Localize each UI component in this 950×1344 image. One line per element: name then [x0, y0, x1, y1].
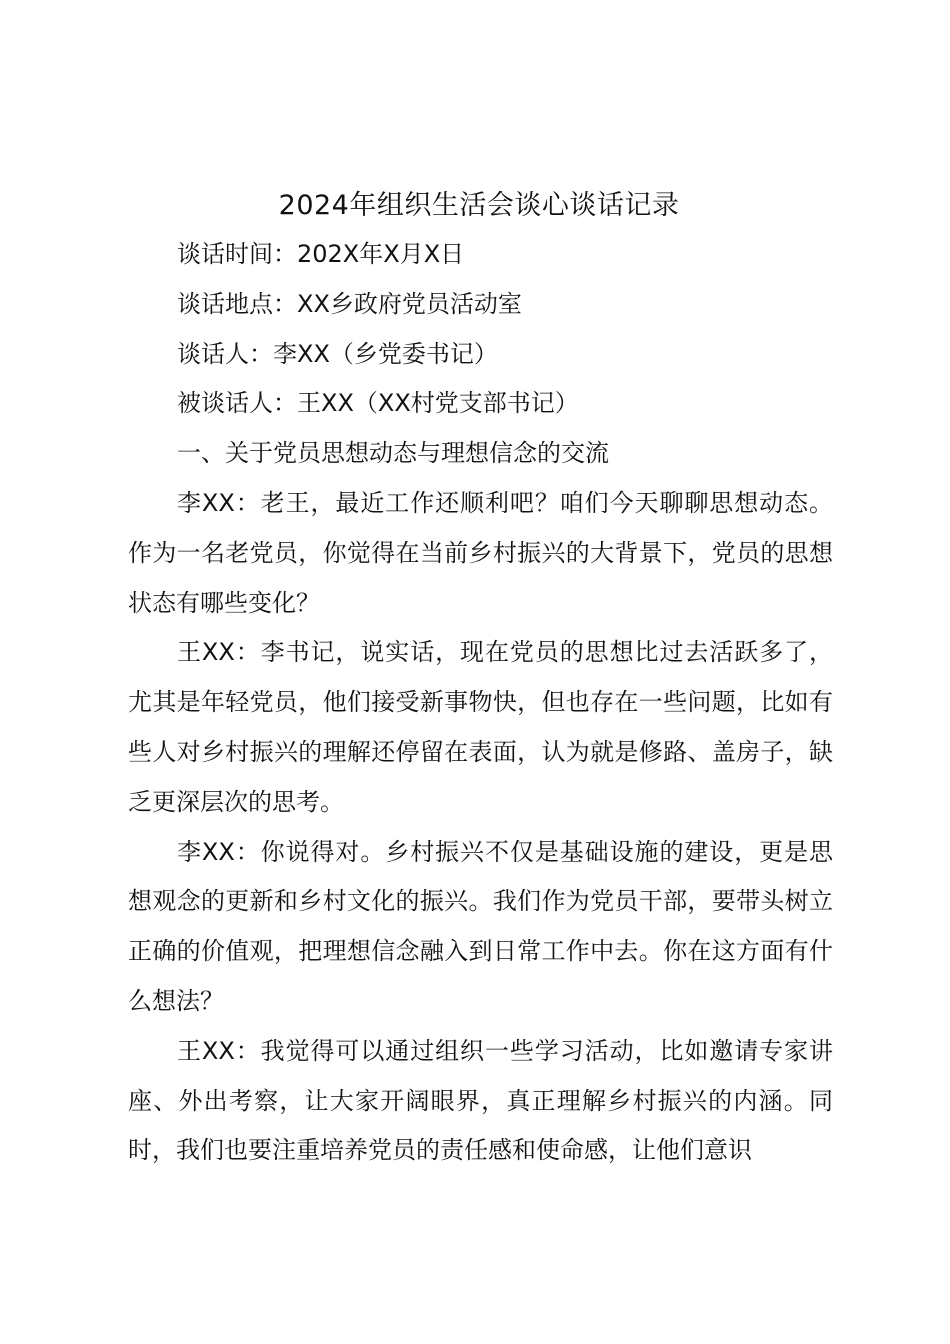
meta-interviewee: 被谈话人：王XX（XX村党支部书记）	[177, 389, 579, 418]
section-heading: 一、关于党员思想动态与理想信念的交流	[177, 439, 609, 468]
meta-time: 谈话时间：202X年X月X日	[177, 240, 465, 268]
dialogue-paragraph: 李XX：老王，最近工作还顺利吧？咱们今天聊聊思想动态。作为一名老党员，你觉得在当前乡村振兴的大背景下，党员的思想状态有哪些变化？	[128, 488, 833, 617]
dialogue-paragraph: 王XX：李书记，说实话，现在党员的思想比过去活跃多了，尤其是年轻党员，他们接受新事物快，但也存在一些问题，比如有些人对乡村振兴的理解还停留在表面，认为就是修路、盖房子，缺乏更深层次的思考。	[128, 638, 833, 816]
meta-place: 谈话地点：XX乡政府党员活动室	[177, 289, 522, 318]
dialogue-paragraph: 李XX：你说得对。乡村振兴不仅是基础设施的建设，更是思想观念的更新和乡村文化的振兴。我们作为党员干部，要带头树立正确的价值观，把理想信念融入到日常工作中去。你在这方面有什么想法？	[128, 837, 833, 1015]
meta-interviewer: 谈话人：李XX（乡党委书记）	[177, 339, 498, 368]
document-body	[128, 230, 833, 1176]
document-title: 2024年组织生活会谈心谈话记录	[278, 190, 680, 221]
dialogue-paragraph: 王XX：我觉得可以通过组织一些学习活动，比如邀请专家讲座、外出考察，让大家开阔眼界，真正理解乡村振兴的内涵。同时，我们也要注重培养党员的责任感和使命感，让他们意识	[128, 1036, 833, 1165]
